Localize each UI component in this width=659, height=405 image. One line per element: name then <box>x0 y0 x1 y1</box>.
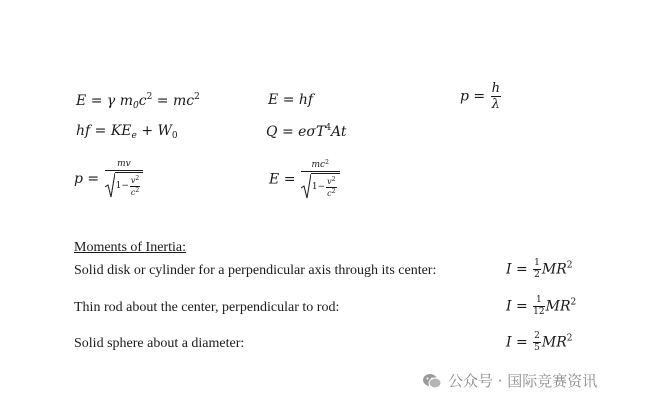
equation-relativistic-energy: E = $mc^2$ 1− $\frac{v^2}{c^2}$ <box>269 160 341 199</box>
fraction: mv 1− $\frac{v^2}{c^2}$ <box>105 160 144 198</box>
equation-photon-energy: E = hf <box>268 92 314 108</box>
fraction: $\frac{1}{12}$ <box>533 295 545 317</box>
equation-relativistic-momentum: p = mv 1− $\frac{v^2}{c^2}$ <box>74 160 144 198</box>
moment-equation-sphere: I = $\frac{2}{5}$ $MR^2$ <box>506 331 573 353</box>
fraction: $\frac{1}{2}$ <box>534 258 540 280</box>
equation-mass-energy: E = γ $m_0c^2 = mc^2$ <box>76 92 200 111</box>
moment-label-rod: Thin rod about the center, perpendicular to rod: <box>74 300 340 315</box>
fraction: $\frac{h}{\lambda}$ <box>491 81 500 112</box>
fraction: $\frac{2}{5}$ <box>534 331 540 353</box>
fraction: $\frac{v^2}{c^2}$ <box>130 175 140 197</box>
equation-stefan-boltzmann: Q = eσT$^4$At <box>266 123 347 140</box>
watermark <box>422 370 597 391</box>
wechat-icon <box>422 373 442 389</box>
moments-heading: Moments of Inertia: <box>74 240 186 255</box>
moment-label-disk: Solid disk or cylinder for a perpendicular axis through its center: <box>74 263 437 278</box>
equation-de-broglie: p = $\frac{h}{\lambda}$ <box>460 81 500 112</box>
equation-photoelectric: hf = $KE_e + W_0$ <box>76 123 178 141</box>
moment-equation-rod: I = $\frac{1}{12}$ $MR^2$ <box>506 295 577 317</box>
moment-label-sphere: Solid sphere about a diameter: <box>74 336 245 351</box>
fraction: $mc^2$ 1− $\frac{v^2}{c^2}$ <box>301 160 340 199</box>
moment-equation-disk: I = $\frac{1}{2}$ $MR^2$ <box>506 258 573 280</box>
square-root: 1− $\frac{v^2}{c^2}$ <box>301 173 340 199</box>
watermark-text: 公众号 · 国际竞赛资讯 <box>448 372 598 390</box>
square-root: 1− $\frac{v^2}{c^2}$ <box>105 172 144 198</box>
fraction: $\frac{v^2}{c^2}$ <box>327 176 336 198</box>
